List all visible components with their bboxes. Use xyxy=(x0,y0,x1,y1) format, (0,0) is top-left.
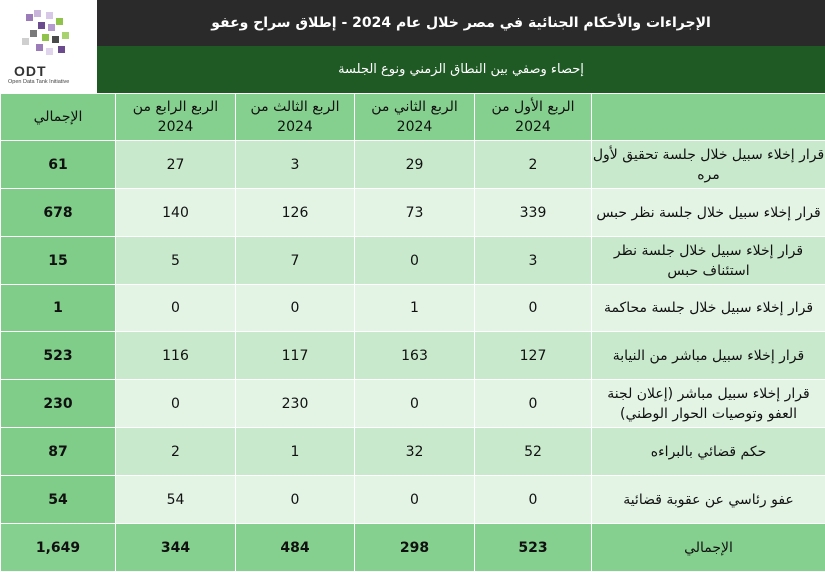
row-label: قرار إخلاء سبيل مباشر (إعلان لجنة العفو وتوصيات الحوار الوطني) xyxy=(592,380,825,428)
row-q1-value: 52 xyxy=(475,428,592,476)
footer-q1: 523 xyxy=(475,524,592,572)
row-label: قرار إخلاء سبيل خلال جلسة نظر استئناف حبس xyxy=(592,237,825,285)
row-q3-value: 0 xyxy=(236,285,355,332)
row-total: 230 xyxy=(1,380,116,428)
row-q2-value: 32 xyxy=(355,428,475,476)
row-total: 523 xyxy=(1,332,116,380)
row-total: 678 xyxy=(1,189,116,237)
header-label xyxy=(592,94,825,141)
row-label: قرار إخلاء سبيل خلال جلسة نظر حبس xyxy=(592,189,825,237)
row-q4-value: 2 xyxy=(116,428,236,476)
row-total: 15 xyxy=(1,237,116,285)
table-row xyxy=(1,380,825,428)
header-q4: الربع الرابع من 2024 xyxy=(116,94,236,141)
row-q1-value: 0 xyxy=(475,476,592,524)
footer-total: 1,649 xyxy=(1,524,116,572)
statistics-table xyxy=(0,93,825,572)
table-row xyxy=(1,189,825,237)
footer-q2: 298 xyxy=(355,524,475,572)
row-q2-value: 29 xyxy=(355,141,475,189)
row-total: 61 xyxy=(1,141,116,189)
row-q1-value: 0 xyxy=(475,380,592,428)
row-q3-value: 230 xyxy=(236,380,355,428)
logo-tagline: Open Data Tank Initiative xyxy=(8,79,69,85)
table-row xyxy=(1,237,825,285)
footer-q3: 484 xyxy=(236,524,355,572)
row-q3-value: 0 xyxy=(236,476,355,524)
row-q4-value: 0 xyxy=(116,285,236,332)
table-row xyxy=(1,285,825,332)
row-q1-value: 2 xyxy=(475,141,592,189)
footer-q4: 344 xyxy=(116,524,236,572)
cube-logo-icon xyxy=(16,8,78,60)
row-q1-value: 127 xyxy=(475,332,592,380)
header-total: الإجمالي xyxy=(1,94,116,141)
header-q2: الربع الثاني من 2024 xyxy=(355,94,475,141)
row-label: عفو رئاسي عن عقوبة قضائية xyxy=(592,476,825,524)
row-total: 87 xyxy=(1,428,116,476)
row-label: قرار إخلاء سبيل خلال جلسة تحقيق لأول مره xyxy=(592,141,825,189)
footer-label: الإجمالي xyxy=(592,524,825,572)
row-q3-value: 117 xyxy=(236,332,355,380)
row-total: 54 xyxy=(1,476,116,524)
row-q2-value: 0 xyxy=(355,237,475,285)
row-q4-value: 27 xyxy=(116,141,236,189)
row-q3-value: 7 xyxy=(236,237,355,285)
row-q4-value: 116 xyxy=(116,332,236,380)
table-footer-row xyxy=(1,524,825,572)
row-q3-value: 126 xyxy=(236,189,355,237)
row-label: حكم قضائي بالبراءه xyxy=(592,428,825,476)
row-total: 1 xyxy=(1,285,116,332)
page-title: الإجراءات والأحكام الجنائية في مصر خلال عام 2024 - إطلاق سراح وعفو xyxy=(97,0,825,46)
row-q2-value: 0 xyxy=(355,476,475,524)
logo-name: ODT xyxy=(14,63,47,79)
row-q4-value: 5 xyxy=(116,237,236,285)
table-row xyxy=(1,428,825,476)
page-subtitle: إحصاء وصفي بين النطاق الزمني ونوع الجلسة xyxy=(97,46,825,93)
row-q1-value: 0 xyxy=(475,285,592,332)
row-q4-value: 0 xyxy=(116,380,236,428)
table-header-row xyxy=(1,94,825,141)
table-row xyxy=(1,141,825,189)
header-q1: الربع الأول من 2024 xyxy=(475,94,592,141)
row-q2-value: 1 xyxy=(355,285,475,332)
odt-logo xyxy=(0,0,97,93)
row-label: قرار إخلاء سبيل مباشر من النيابة xyxy=(592,332,825,380)
table-row xyxy=(1,476,825,524)
row-q4-value: 140 xyxy=(116,189,236,237)
row-label: قرار إخلاء سبيل خلال جلسة محاكمة xyxy=(592,285,825,332)
row-q1-value: 3 xyxy=(475,237,592,285)
row-q2-value: 73 xyxy=(355,189,475,237)
row-q4-value: 54 xyxy=(116,476,236,524)
header-q3: الربع الثالث من 2024 xyxy=(236,94,355,141)
row-q3-value: 3 xyxy=(236,141,355,189)
table-row xyxy=(1,332,825,380)
row-q3-value: 1 xyxy=(236,428,355,476)
row-q2-value: 0 xyxy=(355,380,475,428)
row-q2-value: 163 xyxy=(355,332,475,380)
row-q1-value: 339 xyxy=(475,189,592,237)
